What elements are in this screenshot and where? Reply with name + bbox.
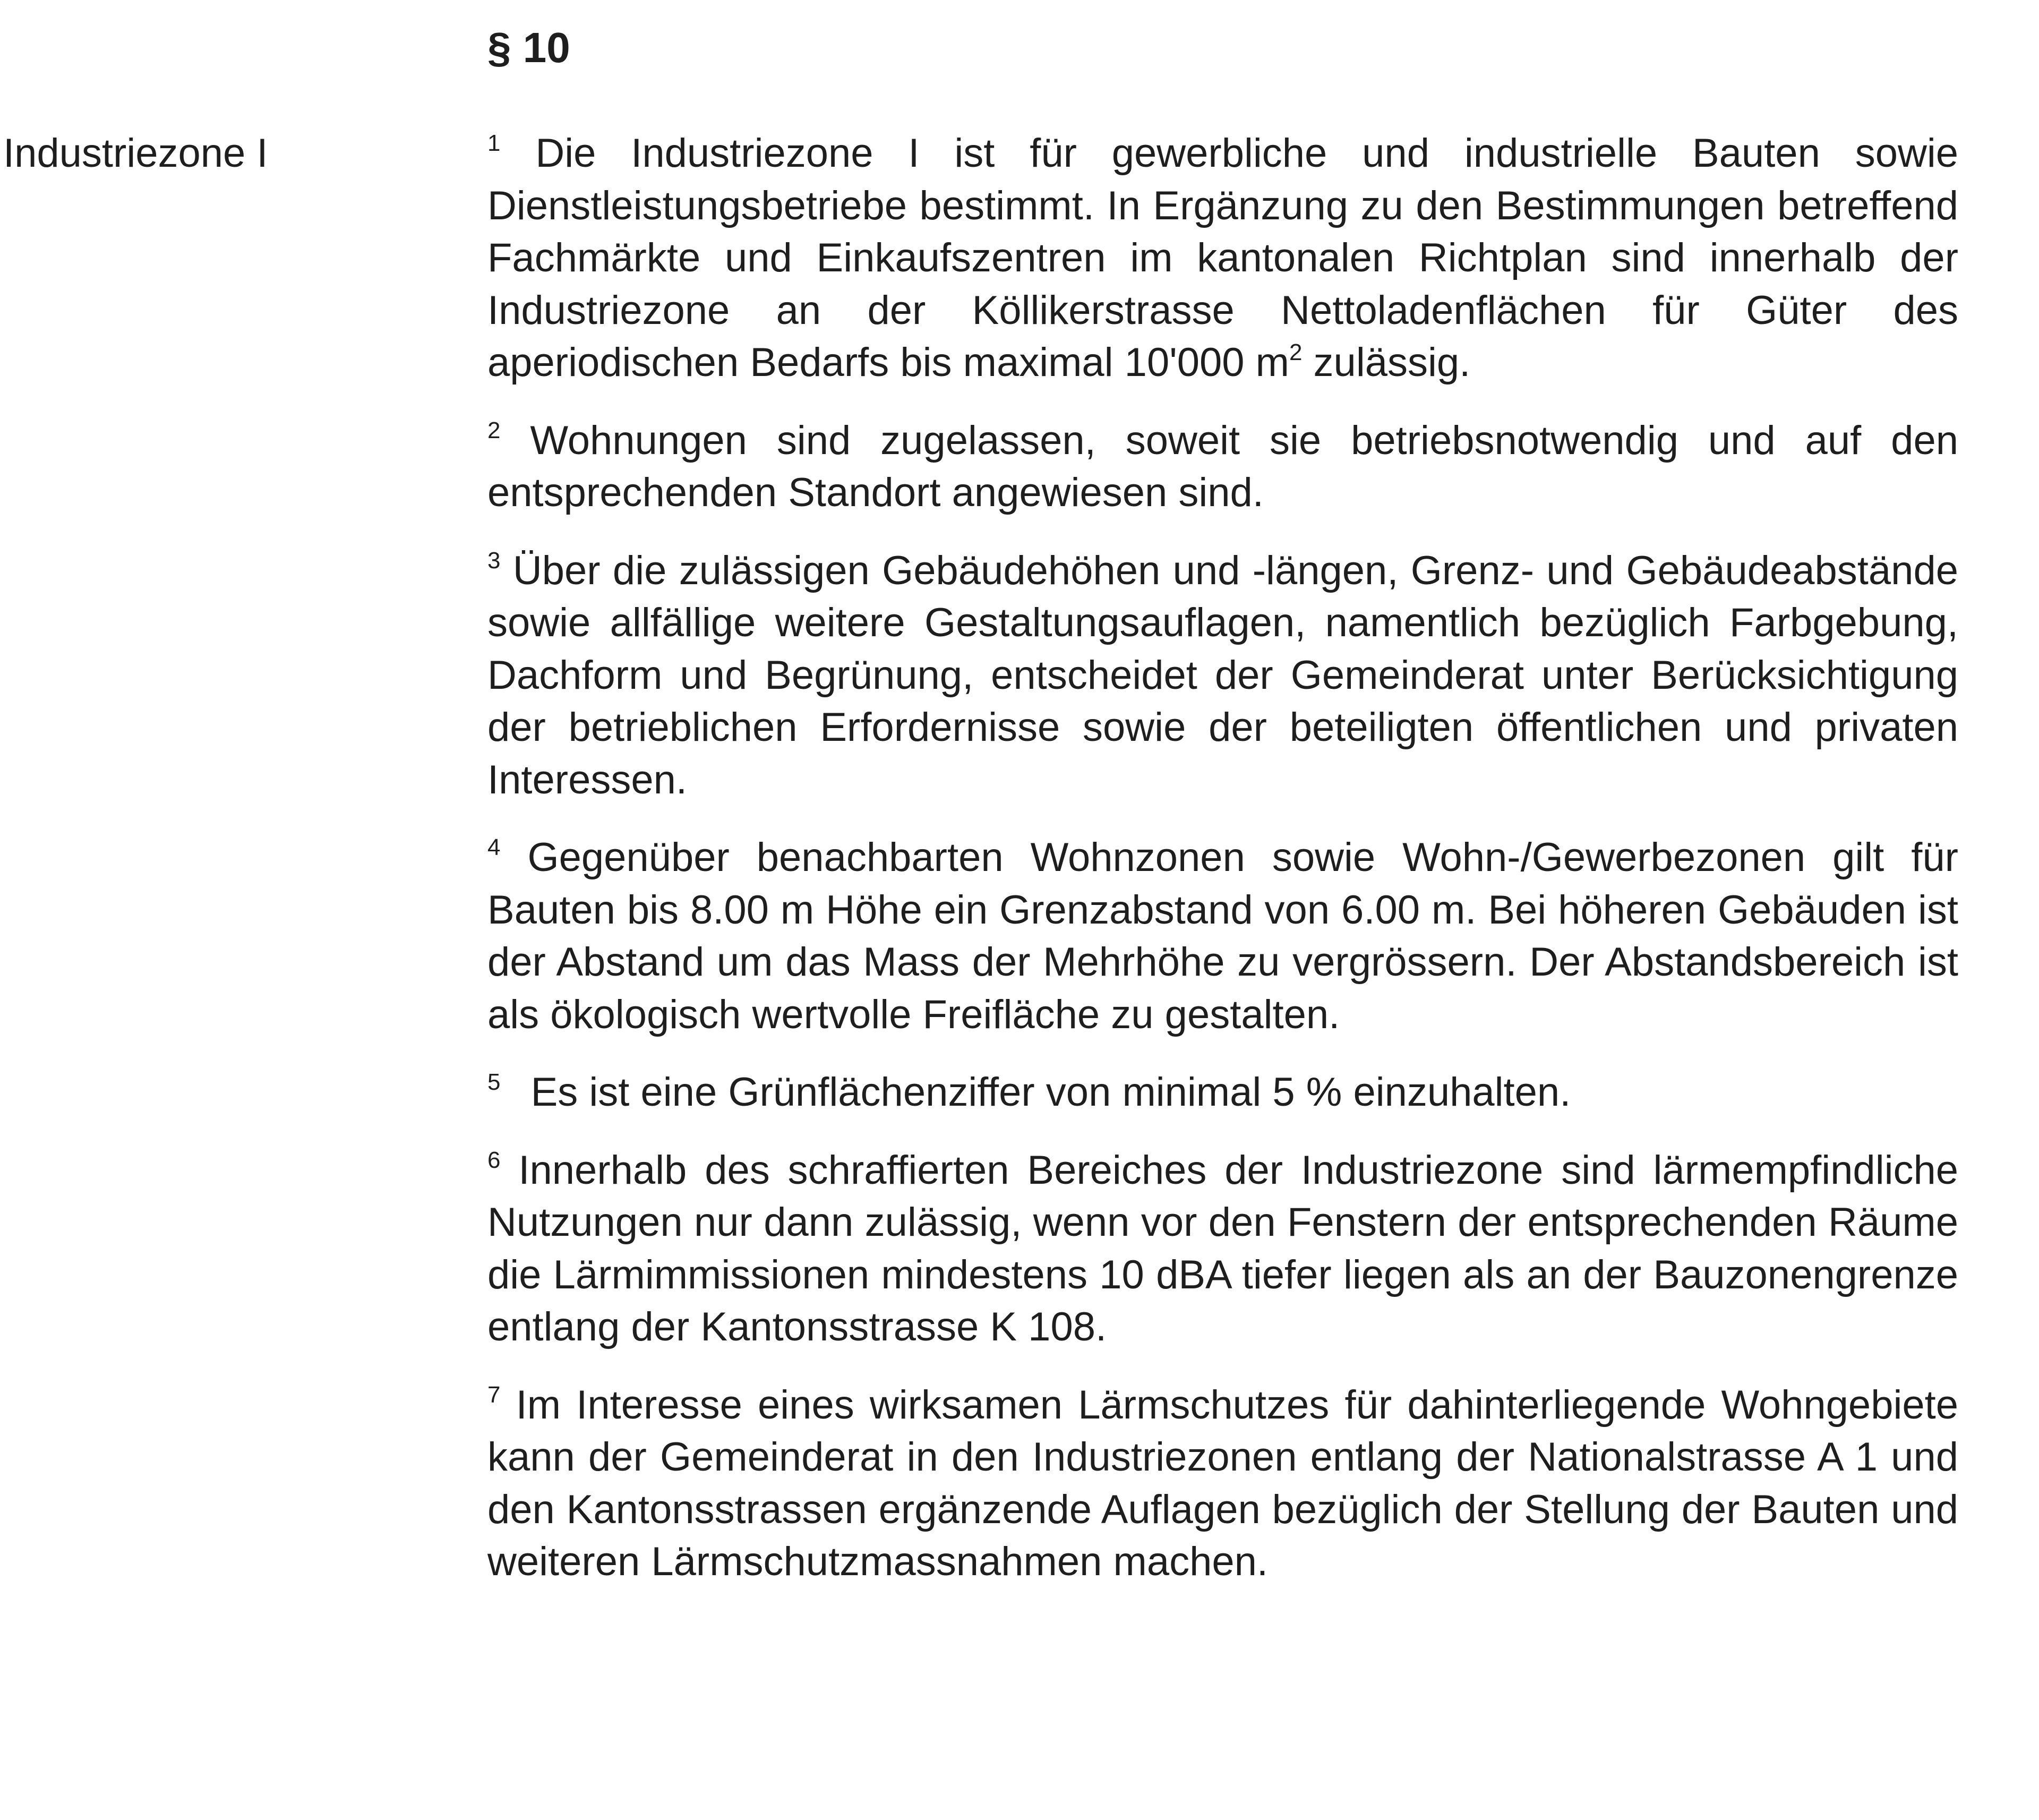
paragraph-number: 4 xyxy=(487,834,501,860)
paragraph-number: 3 xyxy=(487,547,501,574)
paragraph-7 xyxy=(487,1379,1958,1588)
paragraph-text: Innerhalb des schraffierten Bereiches der Industriezone sind lärmempfindliche Nutzungen nur dann zulässig, wenn vor den Fenstern der entsprechenden Räume die Lärmimmissionen mindestens 10 dBA tiefer liegen als an der Bauzonengrenze entlang der Kantonsstrasse K 108. xyxy=(487,1147,1958,1349)
paragraph-2 xyxy=(487,415,1958,519)
paragraph-3 xyxy=(487,545,1958,807)
paragraph-text: Es ist eine Grünflächenziffer von minimal 5 % einzuhalten. xyxy=(530,1070,1571,1115)
paragraph-1 xyxy=(487,127,1958,389)
unit-exponent: 2 xyxy=(1289,339,1303,365)
paragraph-number: 6 xyxy=(487,1147,501,1173)
paragraph-text: Gegenüber benachbarten Wohnzonen sowie Wohn-/Gewerbezonen gilt für Bauten bis 8.00 m Höhe ein Grenzabstand von 6.00 m. Bei höheren Gebäuden ist der Abstand um das Mass der Mehrhöhe zu vergrössern. Der Abstandsbereich ist als ökologisch wertvolle Freifläche zu gestalten. xyxy=(487,835,1958,1037)
margin-label: Industriezone I xyxy=(3,131,268,176)
paragraph-text: Über die zulässigen Gebäudehöhen und -längen, Grenz- und Gebäudeabstände sowie allfällige weitere Gestaltungsauflagen, namentlich bezüglich Farbgebung, Dachform und Begrünung, entscheidet der Gemeinderat unter Berücksichtigung der betrieblichen Erfordernisse sowie der beteiligten öffentlichen und privaten Interessen. xyxy=(487,548,1958,802)
paragraph-6 xyxy=(487,1144,1958,1354)
paragraph-text: Im Interesse eines wirksamen Lärmschutzes für dahinterliegende Wohngebiete kann der Gemeinderat in den Industriezonen entlang der Nationalstrasse A 1 und den Kantonsstrassen ergänzende Auflagen bezüglich der Stellung der Bauten und weiteren Lärmschutzmassnahmen machen. xyxy=(487,1382,1958,1584)
paragraph-text: Die Industriezone I ist für gewerbliche und industrielle Bauten sowie Dienstleistungsbetriebe bestimmt. In Ergänzung zu den Bestimmungen betreffend Fachmärkte und Einkaufszentren im kantonalen Richtplan sind innerhalb der Industriezone an der Köllikerstrasse Nettoladenflächen für Güter des aperiodischen Bedarfs bis maximal 10'000 m xyxy=(487,131,1958,385)
paragraph-number: 1 xyxy=(487,130,501,156)
paragraph-number: 5 xyxy=(487,1069,501,1095)
paragraph-text-continued: zulässig. xyxy=(1302,340,1471,385)
section-body xyxy=(487,127,1958,1588)
paragraph-number: 7 xyxy=(487,1381,501,1408)
paragraph-text: Wohnungen sind zugelassen, soweit sie betriebsnotwendig und auf den entsprechenden Standort angewiesen sind. xyxy=(487,417,1958,515)
paragraph-5 xyxy=(487,1066,1958,1119)
paragraph-number: 2 xyxy=(487,417,501,443)
section-heading: § 10 xyxy=(487,24,570,71)
paragraph-4 xyxy=(487,832,1958,1041)
